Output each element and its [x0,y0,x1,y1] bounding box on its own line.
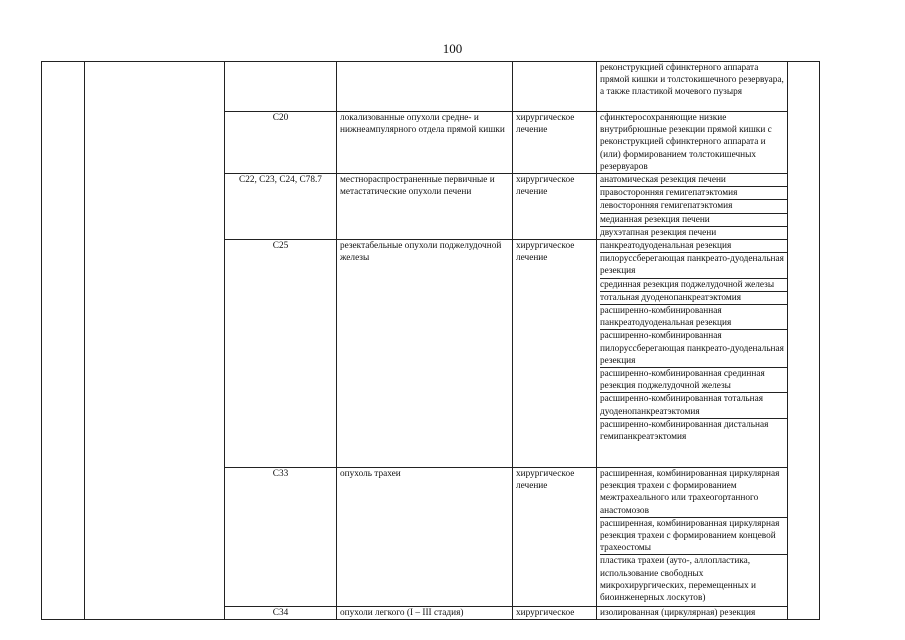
method-item: медианная резекция печени [600,214,787,227]
icd-code-cell: C34 [225,607,337,620]
norm-cell [788,62,820,620]
diagnosis-cell: опухоль трахеи [337,468,513,607]
diagnosis-cell [337,62,513,112]
method-item: правосторонняя гемигепатэктомия [600,187,787,200]
table-row [42,62,820,112]
method-cell [597,174,788,240]
method-item: тотальная дуоденопанкреатэктомия [600,292,787,305]
method-item: срединная резекция поджелудочной железы [600,279,787,292]
icd-code-cell [225,62,337,112]
method-item: левосторонняя гемигепатэктомия [600,200,787,213]
treatment-type-cell [513,62,597,112]
method-item: расширенно-комбинированная панкреатодуоденальная резекция [600,305,787,330]
method-item: расширенно-комбинированная тотальная дуоденопанкреатэктомия [600,393,787,418]
method-item: расширенно-комбинированная пилоруссберегающая панкреато-дуоденальная резекция [600,330,787,368]
method-item: расширенно-комбинированная дистальная гемипанкреатэктомия [600,419,769,443]
diagnosis-cell: местнораспространенные первичные и метастатические опухоли печени [337,174,513,240]
method-item: панкреатодуоденальная резекция [600,240,787,253]
method-item: расширенная, комбинированная циркулярная резекция трахеи с формированием межтрахеального или трахеогортанного анастомозов [600,468,787,518]
method-item: изолированная (циркулярная) резекция [600,608,756,619]
method-cell [597,62,788,112]
treatment-methods-table [41,61,820,620]
method-item: анатомическая резекция печени [600,174,787,187]
method-item: сфинктеросохраняющие низкие внутрибрюшные резекции прямой кишки с реконструкцией сфинктерного аппарата и (или) формированием толстокишечных резервуаров [600,113,772,172]
treatment-type-cell: хирургическое лечение [513,174,597,240]
group-name-cell [85,62,225,620]
method-item: реконструкцией сфинктерного аппарата прямой кишки и толстокишечного резервуара, а также пластикой мочевого пузыря [600,63,784,98]
method-item: расширенная, комбинированная циркулярная резекция трахеи с формированием концевой трахеостомы [600,518,787,556]
icd-code-cell: C25 [225,240,337,468]
icd-code-cell: C22, C23, C24, C78.7 [225,174,337,240]
icd-code-cell: C20 [225,112,337,174]
method-item: двухэтапная резекция печени [600,227,717,238]
treatment-type-cell: хирургическое лечение [513,240,597,468]
method-item: пилоруссберегающая панкреато-дуоденальная резекция [600,253,787,278]
method-item: расширенно-комбинированная срединная резекция поджелудочной железы [600,368,787,393]
diagnosis-cell: локализованные опухоли средне- и нижнеампулярного отдела прямой кишки [337,112,513,174]
method-cell [597,112,788,174]
diagnosis-cell: резектабельные опухоли поджелудочной железы [337,240,513,468]
number-cell [42,62,85,620]
treatment-type-cell: хирургическое лечение [513,468,597,607]
treatment-type-cell: хирургическое лечение [513,112,597,174]
diagnosis-cell: опухоли легкого (I – III стадия) [337,607,513,620]
treatment-type-cell: хирургическое [513,607,597,620]
method-cell [597,468,788,607]
method-cell [597,240,788,468]
page-number: 100 [442,41,463,56]
icd-code-cell: C33 [225,468,337,607]
method-item: пластика трахеи (ауто-, аллопластика, использование свободных микрохирургических, перемещенных и биоинженерных лоскутов) [600,556,756,604]
method-cell [597,607,788,620]
